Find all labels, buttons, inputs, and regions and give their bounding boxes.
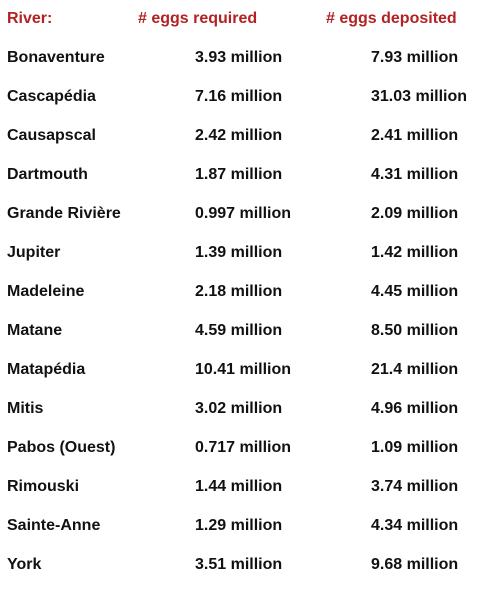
- table-row: [0, 202, 480, 226]
- table-row: [0, 475, 480, 499]
- table-row: [0, 436, 480, 460]
- table-row: [0, 280, 480, 304]
- river-name: Grande Rivière: [7, 205, 121, 222]
- river-name: Cascapédia: [7, 88, 96, 105]
- table-header: [0, 8, 480, 30]
- eggs-required-value: 2.18 million: [195, 283, 283, 300]
- eggs-deposited-value: 21.4 million: [371, 361, 459, 378]
- eggs-required-value: 3.02 million: [195, 400, 283, 417]
- table-row: [0, 319, 480, 343]
- river-name: Mitis: [7, 400, 44, 417]
- table-row: [0, 46, 480, 70]
- eggs-required-value: 7.16 million: [195, 88, 283, 105]
- eggs-deposited-value: 4.96 million: [371, 400, 459, 417]
- table-row: [0, 514, 480, 538]
- river-name: Matapédia: [7, 361, 86, 378]
- river-name: York: [7, 556, 42, 573]
- river-name: Matane: [7, 322, 63, 339]
- eggs-required-value: 1.39 million: [195, 244, 283, 261]
- eggs-required-value: 3.93 million: [195, 49, 283, 66]
- river-name: Rimouski: [7, 478, 80, 495]
- table-row: [0, 553, 480, 577]
- eggs-deposited-value: 31.03 million: [371, 88, 468, 105]
- eggs-deposited-value: 2.09 million: [371, 205, 459, 222]
- header-river: River:: [7, 10, 53, 27]
- eggs-required-value: 10.41 million: [195, 361, 292, 378]
- table-row: [0, 241, 480, 265]
- header-eggs-deposited: # eggs deposited: [326, 10, 457, 27]
- eggs-deposited-value: 7.93 million: [371, 49, 459, 66]
- eggs-deposited-value: 4.31 million: [371, 166, 459, 183]
- river-name: Pabos (Ouest): [7, 439, 116, 456]
- eggs-required-value: 1.87 million: [195, 166, 283, 183]
- table-row: [0, 397, 480, 421]
- eggs-deposited-value: 9.68 million: [371, 556, 459, 573]
- eggs-deposited-value: 1.42 million: [371, 244, 459, 261]
- eggs-required-value: 1.29 million: [195, 517, 283, 534]
- table-row: [0, 358, 480, 382]
- eggs-required-value: 4.59 million: [195, 322, 283, 339]
- river-name: Bonaventure: [7, 49, 105, 66]
- header-eggs-required: # eggs required: [138, 10, 258, 27]
- eggs-required-value: 0.997 million: [195, 205, 292, 222]
- eggs-deposited-value: 2.41 million: [371, 127, 459, 144]
- river-name: Causapscal: [7, 127, 96, 144]
- eggs-required-value: 0.717 million: [195, 439, 292, 456]
- river-name: Dartmouth: [7, 166, 88, 183]
- eggs-deposited-value: 4.34 million: [371, 517, 459, 534]
- eggs-deposited-value: 1.09 million: [371, 439, 459, 456]
- table-row: [0, 163, 480, 187]
- table-row: [0, 85, 480, 109]
- eggs-required-value: 3.51 million: [195, 556, 283, 573]
- eggs-deposited-value: 4.45 million: [371, 283, 459, 300]
- table-row: [0, 124, 480, 148]
- eggs-deposited-value: 8.50 million: [371, 322, 459, 339]
- eggs-deposited-value: 3.74 million: [371, 478, 459, 495]
- eggs-required-value: 2.42 million: [195, 127, 283, 144]
- river-name: Madeleine: [7, 283, 85, 300]
- eggs-required-value: 1.44 million: [195, 478, 283, 495]
- river-name: Sainte-Anne: [7, 517, 101, 534]
- river-name: Jupiter: [7, 244, 61, 261]
